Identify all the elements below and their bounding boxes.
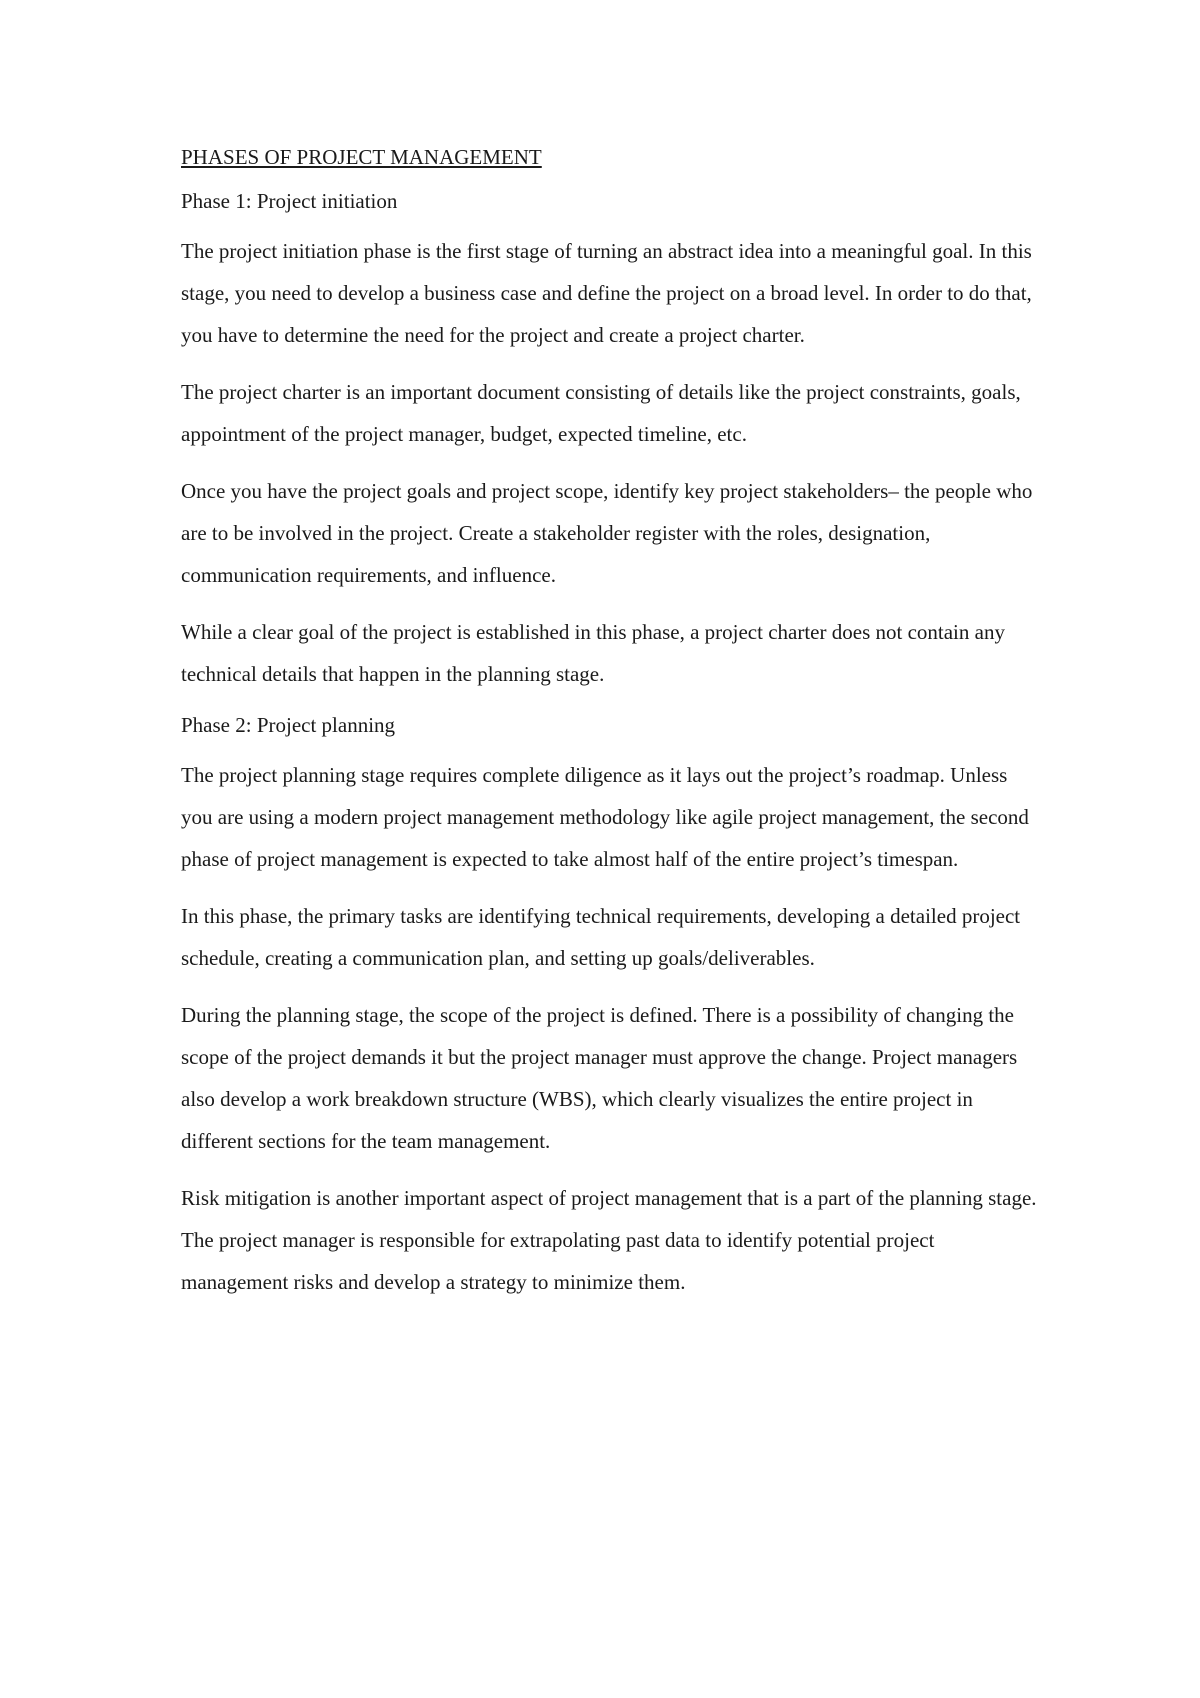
phase-1-paragraph: Once you have the project goals and project scope, identify key project stakeholders– the people who are to be involved in the project. Create a stakeholder register with the roles, designation, communication requirements, and influence. — [181, 479, 1033, 587]
phase-1-paragraph: The project charter is an important document consisting of details like the project constraints, goals, appointment of the project manager, budget, expected timeline, etc. — [181, 380, 1021, 446]
phase-2-paragraph: The project planning stage requires complete diligence as it lays out the project’s roadmap. Unless you are using a modern project management methodology like agile project management, the second phase of project management is expected to take almost half of the entire project’s timespan. — [181, 763, 1029, 871]
phase-2-paragraph: In this phase, the primary tasks are identifying technical requirements, developing a detailed project schedule, creating a communication plan, and setting up goals/deliverables. — [181, 904, 1021, 970]
phase-2-paragraph: Risk mitigation is another important aspect of project management that is a part of the planning stage. The project manager is responsible for extrapolating past data to identify potential project management risks and develop a strategy to minimize them. — [181, 1186, 1037, 1294]
phase-1-paragraph: While a clear goal of the project is established in this phase, a project charter does not contain any technical details that happen in the planning stage. — [181, 620, 1005, 686]
document-body — [181, 142, 1041, 1318]
document-title: PHASES OF PROJECT MANAGEMENT — [181, 145, 542, 169]
phase-2-heading: Phase 2: Project planning — [181, 713, 396, 737]
phase-1-heading: Phase 1: Project initiation — [181, 189, 398, 213]
phase-2-paragraph: During the planning stage, the scope of the project is defined. There is a possibility of changing the scope of the project demands it but the project manager must approve the change. Project managers also develop a work breakdown structure (WBS), which clearly visualizes the entire project in different sections for the team management. — [181, 1003, 1018, 1153]
phase-1-paragraph: The project initiation phase is the first stage of turning an abstract idea into a meaningful goal. In this stage, you need to develop a business case and define the project on a broad level. In order to do that, you have to determine the need for the project and create a project charter. — [181, 239, 1032, 347]
